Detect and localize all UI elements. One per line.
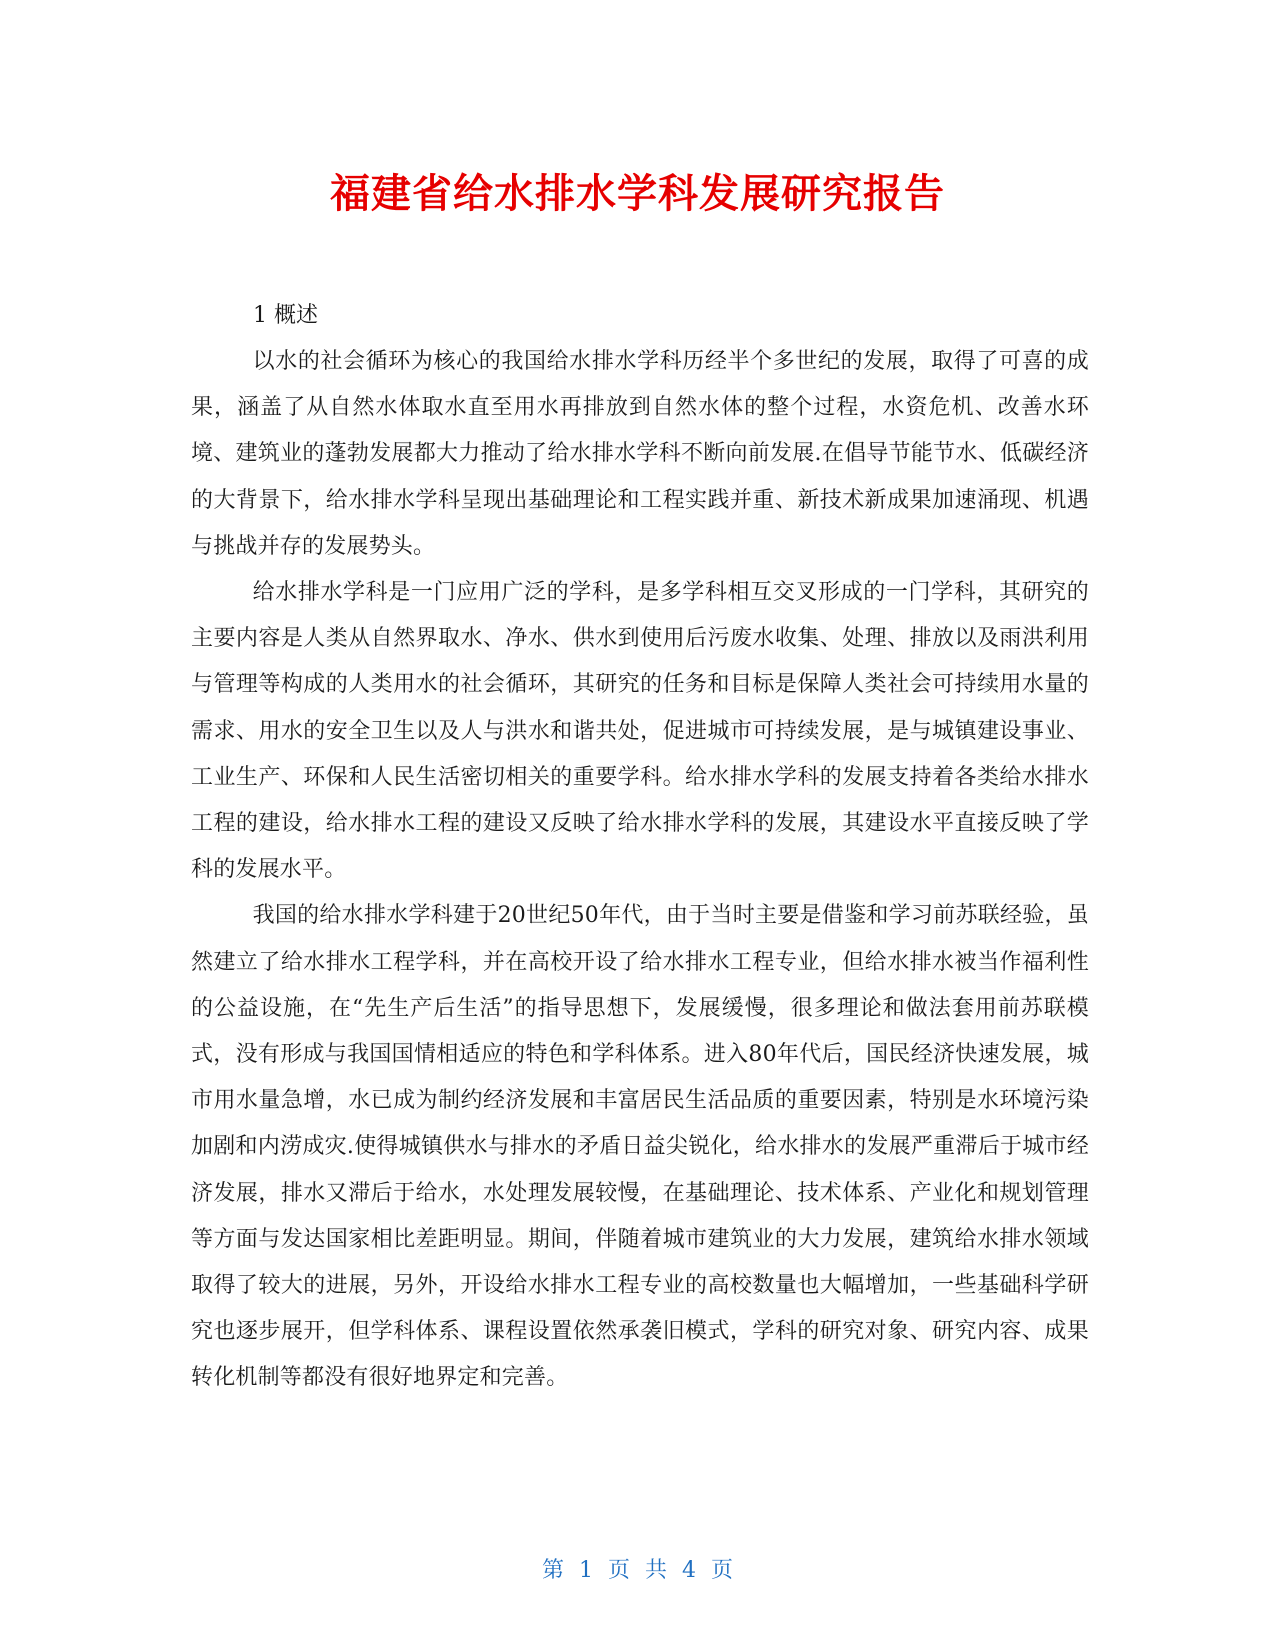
paragraph-3: 我国的给水排水学科建于20世纪50年代，由于当时主要是借鉴和学习前苏联经验，虽然建立了给水排水工程学科，并在高校开设了给水排水工程专业，但给水排水被当作福利性的公益设施，在“先生产后生活”的指导思想下，发展缓慢，很多理论和做法套用前苏联模式，没有形成与我国国情相适应的特色和学科体系。进入80年代后，国民经济快速发展，城市用水量急增，水已成为制约经济发展和丰富居民生活品质的重要因素，特别是水环境污染加剧和内涝成灾.使得城镇供水与排水的矛盾日益尖锐化，给水排水的发展严重滞后于城市经济发展，排水又滞后于给水，水处理发展较慢，在基础理论、技术体系、产业化和规划管理等方面与发达国家相比差距明显。期间，伴随着城市建筑业的大力发展，建筑给水排水领域取得了较大的进展，另外，开设给水排水工程专业的高校数量也大幅增加，一些基础科学研究也逐步展开，但学科体系、课程设置依然承袭旧模式，学科的研究对象、研究内容、成果转化机制等都没有很好地界定和完善。 (191, 903, 1089, 1391)
document-body (191, 293, 1089, 1402)
paragraph-1: 以水的社会循环为核心的我国给水排水学科历经半个多世纪的发展，取得了可喜的成果，涵盖了从自然水体取水直至用水再排放到自然水体的整个过程，水资危机、改善水环境、建筑业的蓬勃发展都大力推动了给水排水学科不断向前发展.在倡导节能节水、低碳经济的大背景下，给水排水学科呈现出基础理论和工程实践并重、新技术新成果加速涌现、机遇与挑战并存的发展势头。 (191, 349, 1089, 559)
paragraph-2: 给水排水学科是一门应用广泛的学科，是多学科相互交叉形成的一门学科，其研究的主要内容是人类从自然界取水、净水、供水到使用后污废水收集、处理、排放以及雨洪利用与管理等构成的人类用水的社会循环，其研究的任务和目标是保障人类社会可持续用水量的需求、用水的安全卫生以及人与洪水和谐共处，促进城市可持续发展，是与城镇建设事业、工业生产、环保和人民生活密切相关的重要学科。给水排水学科的发展支持着各类给水排水工程的建设，给水排水工程的建设又反映了给水排水学科的发展，其建设水平直接反映了学科的发展水平。 (191, 580, 1089, 883)
section-heading: 1 概述 (253, 303, 318, 328)
page-number-footer: 第 1 页 共 4 页 (542, 1558, 733, 1583)
document-title: 福建省给水排水学科发展研究报告 (330, 171, 945, 217)
